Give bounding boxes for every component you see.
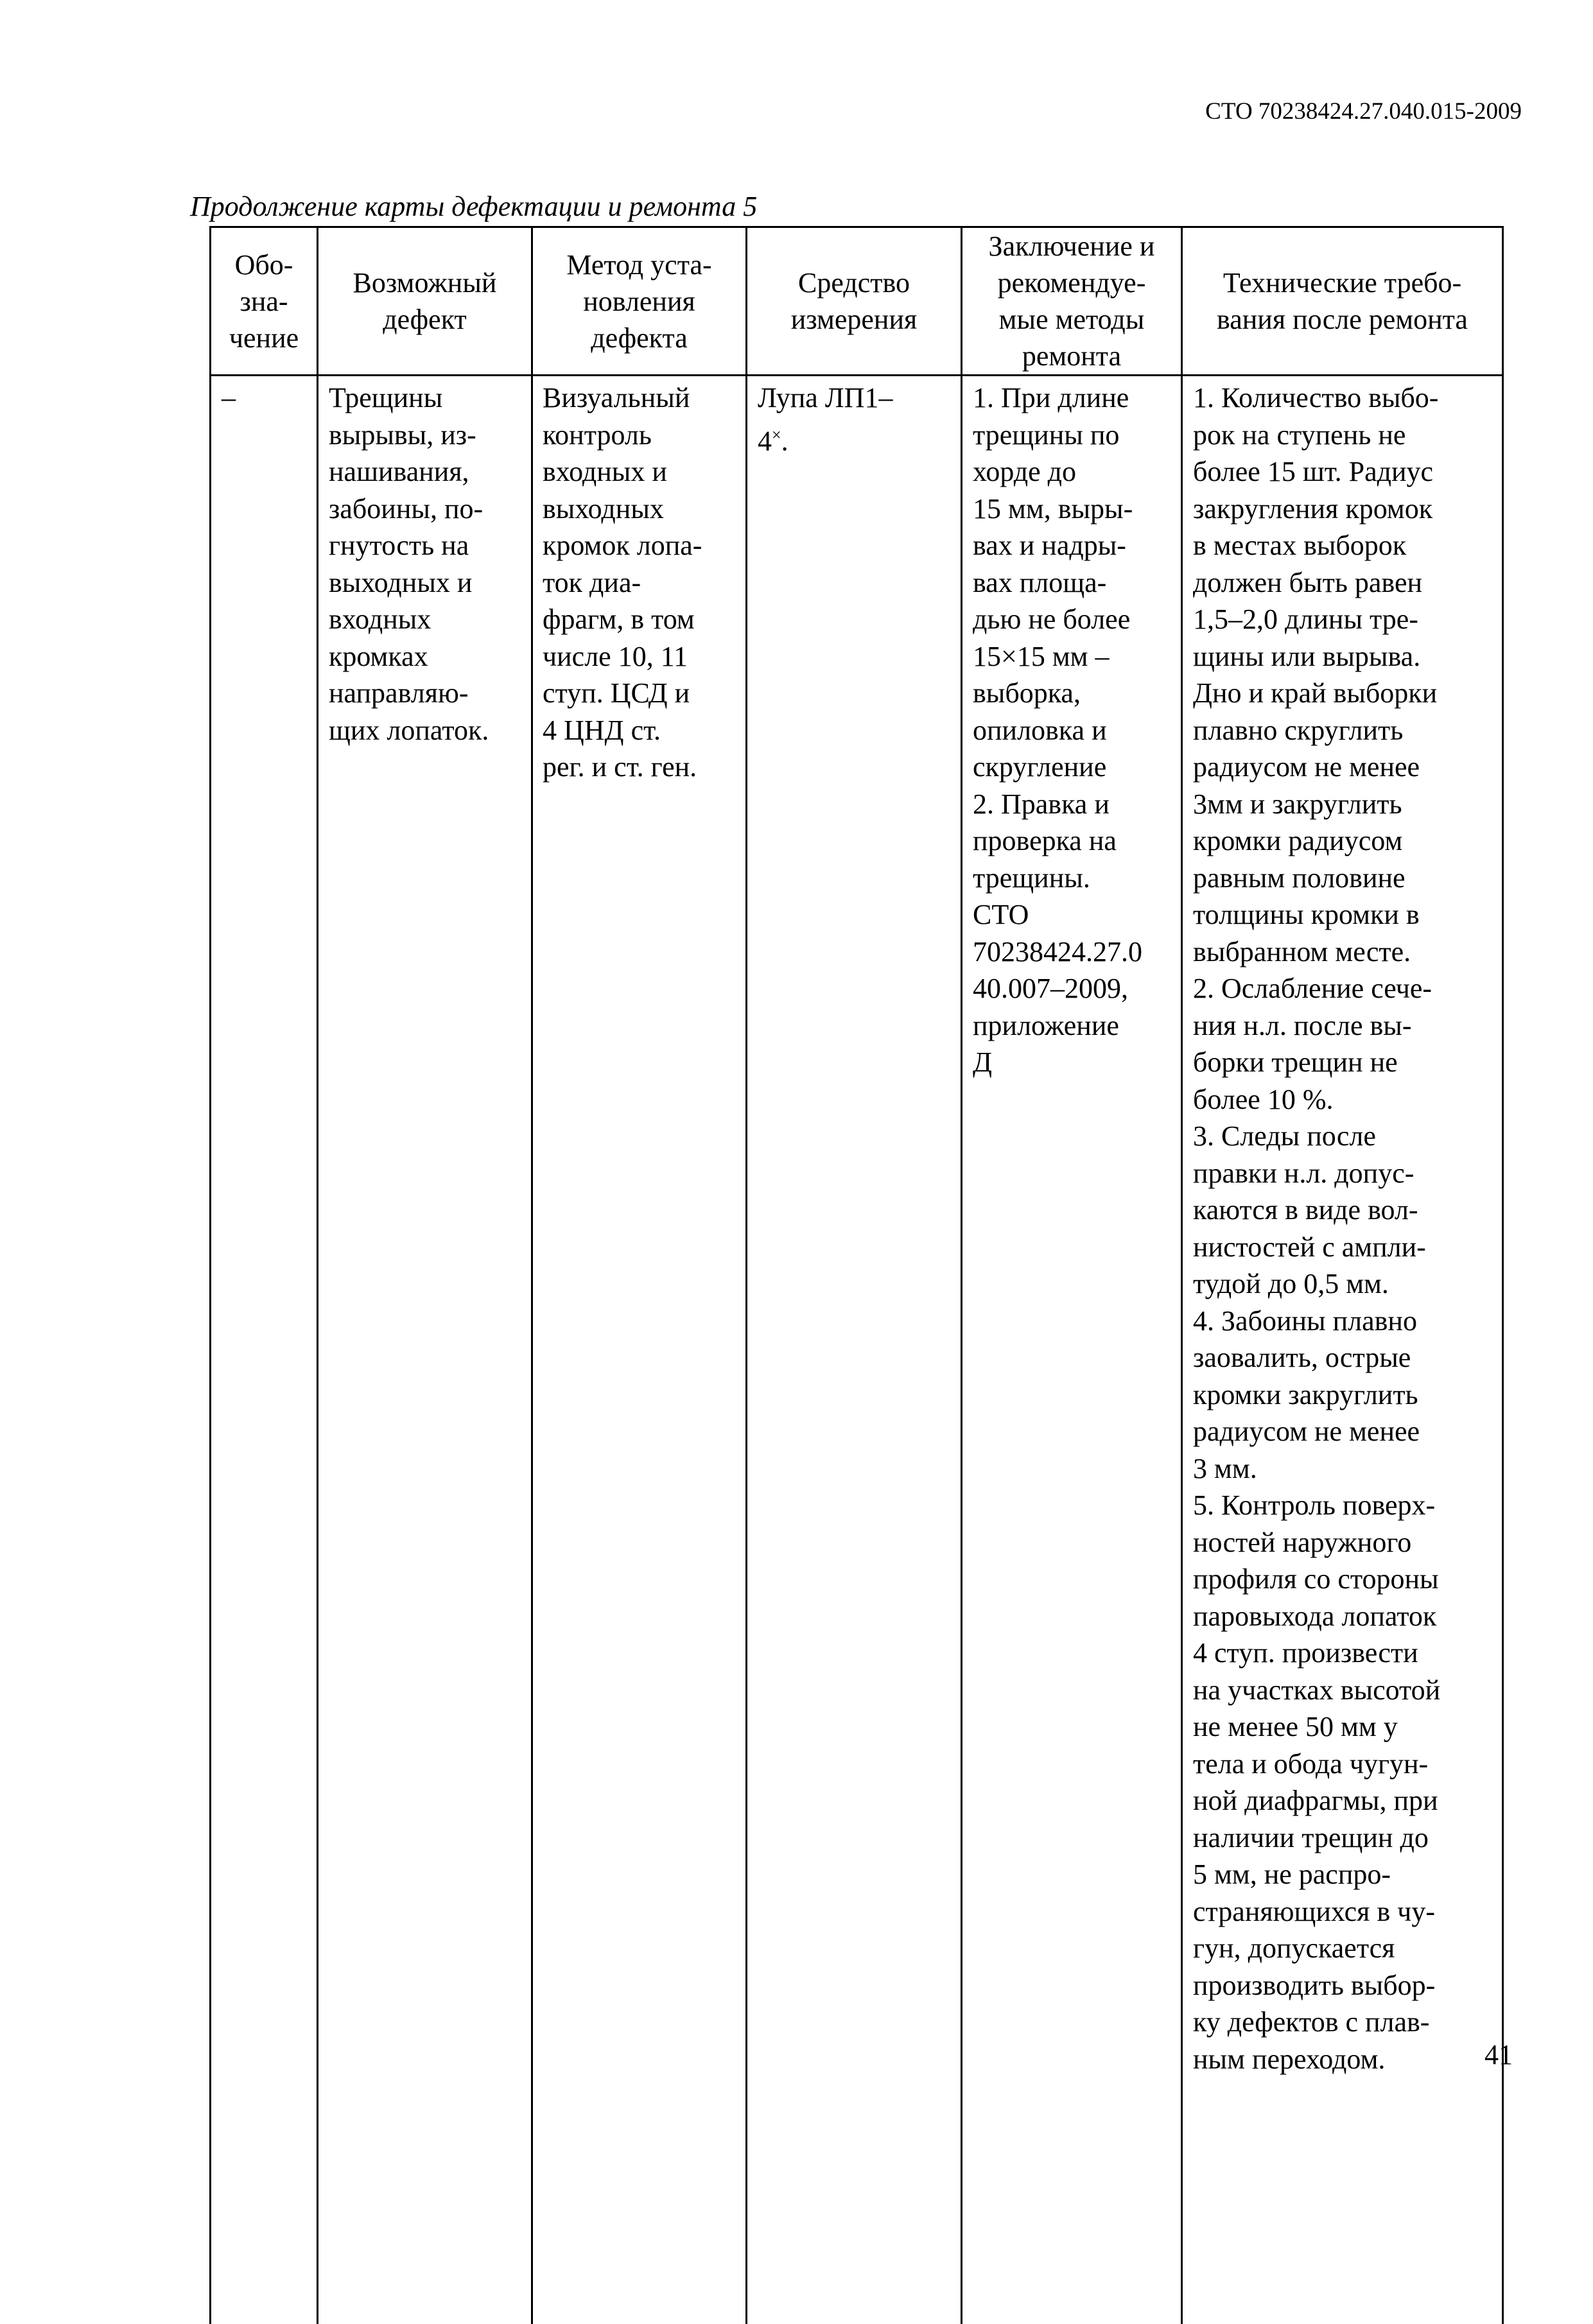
table-right-border — [1502, 226, 1504, 2324]
page-number: 41 — [1484, 2039, 1513, 2070]
column-divider-1 — [317, 226, 318, 2324]
column-divider-3 — [745, 226, 747, 2324]
cell-designation: – — [222, 382, 236, 413]
header-technical-requirements: Технические требо- вания после ремонта — [1217, 267, 1468, 335]
header-measurement-tool: Средство измерения — [790, 267, 918, 335]
cell-possible-defect: Трещины вырывы, из- нашивания, забоины, по- гнутость на выходных и входных кромках направляю- щих лопаток. — [329, 382, 489, 746]
cell-conclusion: 1. При длине трещины по хорде до 15 мм, выры- вах и надры- вах площа- дью не более 15×15 мм – выборка, опиловка и скругление 2. Правка и проверка на трещины. СТО 70238424.27.0 40.007–2009, приложение Д — [973, 382, 1142, 1078]
cell-technical-requirements: 1. Количество выбо- рок на ступень не более 15 шт. Радиус закругления кромок в местах выборок должен быть равен 1,5–2,0 длины тре- щины или вырыва. Дно и край выборки плавно скруглить радиусом не менее 3мм и закруглить кромки радиусом равным половине толщины кромки в выбранном месте. 2. Ослабление сече- ния н.л. после вы- борки трещин не более 10 %. 3. Следы после правки н.л. допус- каются в виде вол- нистостей с ампли- тудой до 0,5 мм. 4. Забоины плавно заовалить, острые кромки закруглить радиусом не менее 3 мм. 5. Контроль поверх- ностей наружного профиля со стороны паровыхода лопаток 4 ступ. произвести на участках высотой не менее 50 мм у тела и обода чугун- ной диафрагмы, при наличии трещин до 5 мм, не распро- страняющихся в чу- гун, допускается производить выбор- ку дефектов с плав- ным переходом. — [1193, 382, 1441, 2075]
header-conclusion: Заключение и рекомендуе- мые методы ремонта — [988, 230, 1155, 372]
table-left-border — [209, 226, 211, 2324]
header-designation: Обо- зна- чение — [229, 248, 299, 354]
column-divider-5 — [1181, 226, 1183, 2324]
instrument-text: Лупа ЛП1– 4 — [758, 382, 893, 457]
header-bottom-border — [209, 374, 1504, 376]
header-detection-method: Метод уста- новления дефекта — [566, 248, 712, 354]
instrument-tail: . — [781, 425, 788, 457]
cell-measurement-tool — [758, 379, 958, 460]
table-caption: Продолжение карты дефектации и ремонта 5 — [190, 191, 758, 222]
column-divider-4 — [961, 226, 962, 2324]
instrument-superscript: × — [772, 425, 781, 444]
cell-detection-method: Визуальный контроль входных и выходных кромок лопа- ток диа- фрагм, в том числе 10, 11 ступ. ЦСД и 4 ЦНД ст. рег. и ст. ген. — [543, 382, 702, 783]
column-divider-2 — [531, 226, 533, 2324]
header-possible-defect: Возможный дефект — [353, 267, 497, 335]
document-code: СТО 70238424.27.040.015-2009 — [1205, 98, 1522, 125]
